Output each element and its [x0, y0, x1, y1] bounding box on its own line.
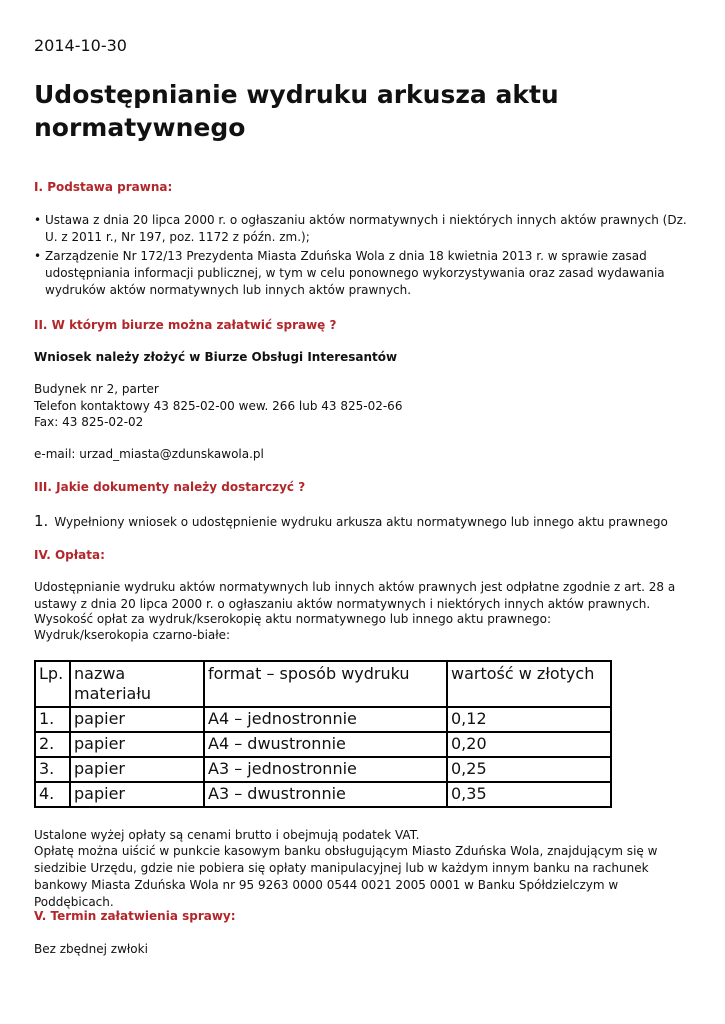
office-name: Wniosek należy złożyć w Biurze Obsługi Interesantów	[34, 350, 398, 364]
cell-material: papier	[70, 782, 204, 807]
table-header-row	[35, 661, 611, 707]
cell-value: 0,25	[447, 757, 611, 782]
fee-vat-note: Ustalone wyżej opłaty są cenami brutto i obejmują podatek VAT.	[34, 828, 420, 842]
column-header-lp: Lp.	[35, 661, 70, 707]
fee-bw-label: Wydruk/kserokopia czarno-białe:	[34, 628, 231, 642]
cell-value: 0,20	[447, 732, 611, 757]
cell-lp: 4.	[35, 782, 70, 807]
cell-lp: 3.	[35, 757, 70, 782]
page-title: Udostępnianie wydruku arkusza aktu normatywnego	[34, 80, 559, 142]
documents-list-item	[34, 512, 668, 530]
fee-rates-intro: Wysokość opłat za wydruk/kserokopię aktu normatywnego lub innego aktu prawnego:	[34, 612, 551, 626]
cell-format: A4 – jednostronnie	[204, 707, 447, 732]
cell-format: A4 – dwustronnie	[204, 732, 447, 757]
cell-material: papier	[70, 707, 204, 732]
table-row	[35, 757, 611, 782]
section-heading-documents: III. Jakie dokumenty należy dostarczyć ?	[34, 480, 306, 494]
cell-value: 0,35	[447, 782, 611, 807]
cell-material: papier	[70, 757, 204, 782]
building-info: Budynek nr 2, parter	[34, 382, 159, 396]
document-item-text: Wypełniony wniosek o udostępnienie wydruku arkusza aktu normatywnego lub innego aktu prawnego	[54, 515, 668, 529]
list-number: 1.	[34, 512, 49, 530]
list-item: • Zarządzenie Nr 172/13 Prezydenta Miasta Zduńska Wola z dnia 18 kwietnia 2013 r. w sprawie zasad udostępniania informacji publicznej, w tym w celu ponownego wykorzystywania oraz zasad wydawania wydruków aktów normatywnych lub innych aktów prawnych.	[34, 248, 694, 299]
section-heading-legal-basis: I. Podstawa prawna:	[34, 180, 173, 194]
section-heading-fee: IV. Opłata:	[34, 548, 105, 562]
deadline-text: Bez zbędnej zwłoki	[34, 942, 148, 956]
cell-lp: 1.	[35, 707, 70, 732]
phone-info: Telefon kontaktowy 43 825-02-00 wew. 266 lub 43 825-02-66	[34, 399, 403, 413]
cell-format: A3 – jednostronnie	[204, 757, 447, 782]
table-row	[35, 707, 611, 732]
section-heading-deadline: V. Termin załatwienia sprawy:	[34, 909, 236, 923]
cell-lp: 2.	[35, 732, 70, 757]
email-info: e-mail: urzad_miasta@zdunskawola.pl	[34, 447, 264, 461]
cell-value: 0,12	[447, 707, 611, 732]
fee-intro: Udostępnianie wydruku aktów normatywnych lub innych aktów prawnych jest odpłatne zgodnie z art. 28 a ustawy z dnia 20 lipca 2000 r. o ogłaszaniu aktów normatywnych i niektórych innych aktów prawnych.	[34, 580, 676, 611]
payment-info: Opłatę można uiścić w punkcie kasowym banku obsługującym Miasto Zduńska Wola, znajdującym się w siedzibie Urzędu, gdzie nie pobiera się opłaty manipulacyjnej lub w każdym innym banku na rachunek bankowy Miasta Zduńska Wola nr 95 9263 0000 0544 0021 2005 0001 w Banku Spółdzielczym w Poddębicach.	[34, 844, 658, 909]
legal-basis-list	[34, 212, 694, 301]
publication-date: 2014-10-30	[34, 36, 127, 55]
cell-format: A3 – dwustronnie	[204, 782, 447, 807]
column-header-format: format – sposób wydruku	[204, 661, 447, 707]
column-header-value: wartość w złotych	[447, 661, 611, 707]
fax-info: Fax: 43 825-02-02	[34, 415, 144, 429]
list-item: • Ustawa z dnia 20 lipca 2000 r. o ogłaszaniu aktów normatywnych i niektórych innych aktów prawnych (Dz. U. z 2011 r., Nr 197, poz. 1172 z późn. zm.);	[34, 212, 694, 246]
section-heading-office: II. W którym biurze można załatwić sprawę ?	[34, 318, 337, 332]
cell-material: papier	[70, 732, 204, 757]
fee-table	[34, 660, 612, 808]
column-header-material: nazwa materiału	[70, 661, 204, 707]
table-row	[35, 732, 611, 757]
table-row	[35, 782, 611, 807]
